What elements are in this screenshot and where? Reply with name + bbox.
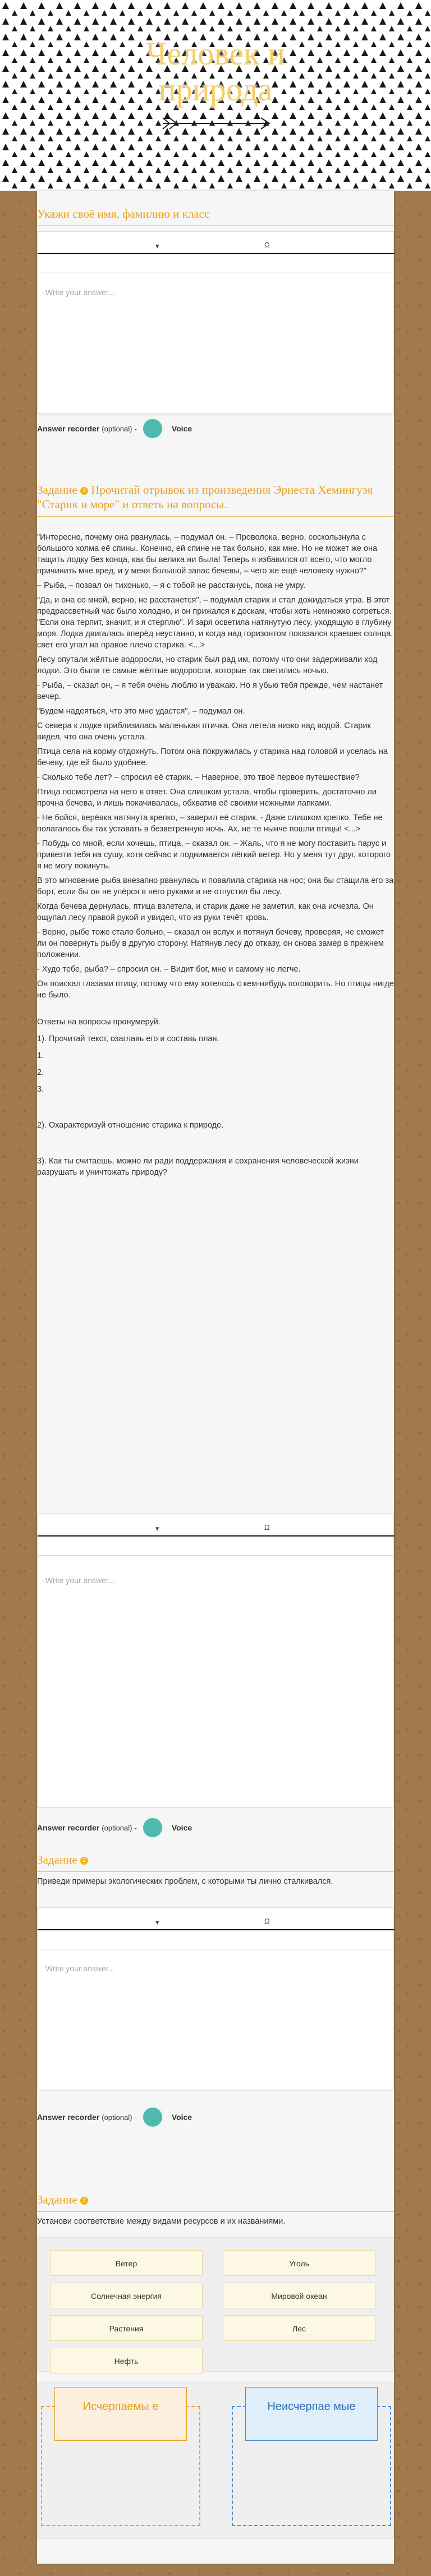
- matching-items-box: [37, 2237, 394, 2372]
- recorder-label: Answer recorder: [37, 424, 100, 433]
- voice-label: Voice: [171, 424, 192, 433]
- match-item[interactable]: Растения: [50, 2315, 203, 2341]
- omega-icon[interactable]: Ω: [264, 1917, 270, 1925]
- page-title: Человек и природа: [146, 35, 285, 108]
- task1-text: "Интересно, почему она рванулась, – подумал он. – Проволока, верно, соскользнула с большого холма её спины. Конечно, ей спине не так больно, как мне. Но не может же она тащить лодку без конца, как бы велика ни была! Теперь я избавился от всего, что могло причинить мне вред, и у меня большой запас бечевы, – чего же ещё человеку нужно?" – Рыба, – позвал он тихонько, – я с тобой не расстанусь, пока не умру. "Да, и она со мной, верно, не расстанется", – подумал старик и стал дожидаться утра. В этот предрассветный час было холодно, и он прижался к доскам, чтобы хоть немножко согреться. "Если она терпит, значит, и я стерплю". И заря осветила натянутую лесу, уходящую в глубину моря. Лодка двигалась вперёд неустанно, и когда над горизонтом показался краешек солнца, свет его упал на правое плечо старика. <...> Лесу опутали жёлтые водоросли, но старик был рад им, потому что они задерживали ход лодки. Это были те самые жёлтые водоросли, которые так светились ночью. - Рыба, – сказал он, – я тебя очень люблю и уважаю. Но я убью тебя прежде, чем настанет вечер. "Будем надеяться, что это мне удастся", – подумал он. С севера к лодке приблизилась маленькая птичка. Она летела низко над водой. Старик видел, что она очень устала. Птица села на корму отдохнуть. Потом она покружилась у старика над головой и уселась на бечеву, где ей было удобнее. - Сколько тебе лет? – спросил её старик. – Наверное, это твоё первое путешествие? Птица посмотрела на него в ответ. Она слишком устала, чтобы проверить, достаточно ли прочна бечева, и лишь покачивалась, обхватив её своими нежными лапками. - Не бойся, верёвка натянута крепко, – заверил её старик. - Даже слишком крепко. Тебе не полагалось бы так уставать в безветренную ночь. Ах, не те нынче пошли птицы! <...> - Побудь со мной, если хочешь, птица, – сказал он. – Жаль, что я не могу поставить парус и привезти тебя на сушу, хотя сейчас и поднимается лёгкий ветер. Но у меня тут друг, которого я не могу покинуть. В это мгновение рыба внезапно рванулась и повалила старика на нос; она бы стащила его за борт, если бы он не упёрся в него руками и не отпустил бы лесу. Когда бечева дернулась, птица взлетела, и старик даже не заметил, как она исчезла. Он ощупал лесу правой рукой и увидел, что из руки течёт кровь. - Верно, рыбе тоже стало больно, – сказал он вслух и потянул бечеву, проверяя, не сможет ли он повернуть рыбу в другую сторону. Натянув лесу до отказу, он снова замер в прежнем положении. - Худо тебе, рыба? – спросил он. – Видит бог, мне и самому не легче. Он поискал глазами птицу, потому что ему хотелось с кем-нибудь поговорить. Но птицы нигде не было. Ответы на вопросы пронумеруй. 1). Прочитай текст, озаглавь его и составь план. 1. 2. 3. 2). Охарактеризуй отношение старика к природе. 3). Как ты считаешь, можно ли ради поддержания и сохранения человеческой жизни разрушать и уничтожать природу?: [37, 533, 394, 1177]
- editor-toolbar: [38, 1514, 393, 1556]
- dropdown-icon[interactable]: ▾: [155, 242, 159, 250]
- inexhaustible-label: Неисчерпае мые: [245, 2387, 378, 2441]
- recorder-label: Answer recorder: [37, 1823, 100, 1832]
- task2-title: Задание 2: [37, 1852, 394, 1872]
- editor-placeholder: Write your answer...: [45, 1964, 115, 1973]
- task3-prompt: Установи соответствие между видами ресурсов и их названиями.: [37, 2217, 286, 2226]
- editor-placeholder: Write your answer...: [45, 288, 115, 297]
- answer-recorder: Answer recorder (optional) - Voice: [37, 2106, 192, 2128]
- task-number-badge: 2: [80, 1857, 88, 1865]
- omega-icon[interactable]: Ω: [264, 1523, 270, 1531]
- exhaustible-label: Исчерпаемы е: [54, 2387, 187, 2441]
- voice-record-button[interactable]: [141, 417, 164, 440]
- voice-label: Voice: [171, 1823, 192, 1832]
- voice-record-button[interactable]: [141, 1816, 164, 1839]
- task3-title: Задание 3: [37, 2192, 394, 2212]
- match-item[interactable]: Ветер: [50, 2250, 203, 2276]
- match-item[interactable]: Мировой океан: [223, 2283, 375, 2308]
- match-item[interactable]: Солнечная энергия: [50, 2283, 203, 2308]
- task2-answer-editor[interactable]: [37, 1907, 394, 2090]
- omega-icon[interactable]: Ω: [264, 241, 270, 249]
- editor-placeholder: Write your answer...: [45, 1576, 115, 1585]
- recorder-label: Answer recorder: [37, 2113, 100, 2122]
- voice-record-button[interactable]: [141, 2106, 164, 2128]
- arrow-icon: [157, 115, 275, 132]
- task-number-badge: 3: [80, 2197, 88, 2205]
- name-answer-editor[interactable]: [37, 231, 394, 414]
- recorder-optional: (optional): [102, 424, 132, 433]
- name-section-title: Укажи своё имя, фамилию и класс: [37, 206, 394, 226]
- answer-recorder: Answer recorder (optional) - Voice: [37, 1816, 192, 1839]
- dropdown-icon[interactable]: ▾: [155, 1524, 159, 1533]
- header-banner: [0, 0, 431, 191]
- editor-toolbar: [38, 232, 393, 273]
- match-item[interactable]: Уголь: [223, 2250, 375, 2276]
- worksheet-page: [37, 191, 394, 2564]
- answer-recorder: Answer recorder (optional) - Voice: [37, 417, 192, 440]
- matching-targets-box: [37, 2382, 394, 2539]
- dropdown-icon[interactable]: ▾: [155, 1918, 159, 1926]
- recorder-optional: (optional): [102, 2113, 132, 2122]
- task1-answer-editor[interactable]: [37, 1514, 394, 1807]
- task-number-badge: 1: [80, 487, 88, 495]
- match-item[interactable]: Лес: [223, 2315, 375, 2341]
- editor-toolbar: [38, 1908, 393, 1949]
- task2-prompt: Приведи примеры экологических проблем, с которыми ты лично сталкивался.: [37, 1877, 333, 1886]
- recorder-optional: (optional): [102, 1823, 132, 1832]
- task1-title: Задание 1 Прочитай отрывок из произведения Эрнеста Хемингуэя "Старик и море" и ответь на вопросы.: [37, 482, 394, 517]
- match-item[interactable]: Нефть: [50, 2348, 203, 2373]
- voice-label: Voice: [171, 2113, 192, 2122]
